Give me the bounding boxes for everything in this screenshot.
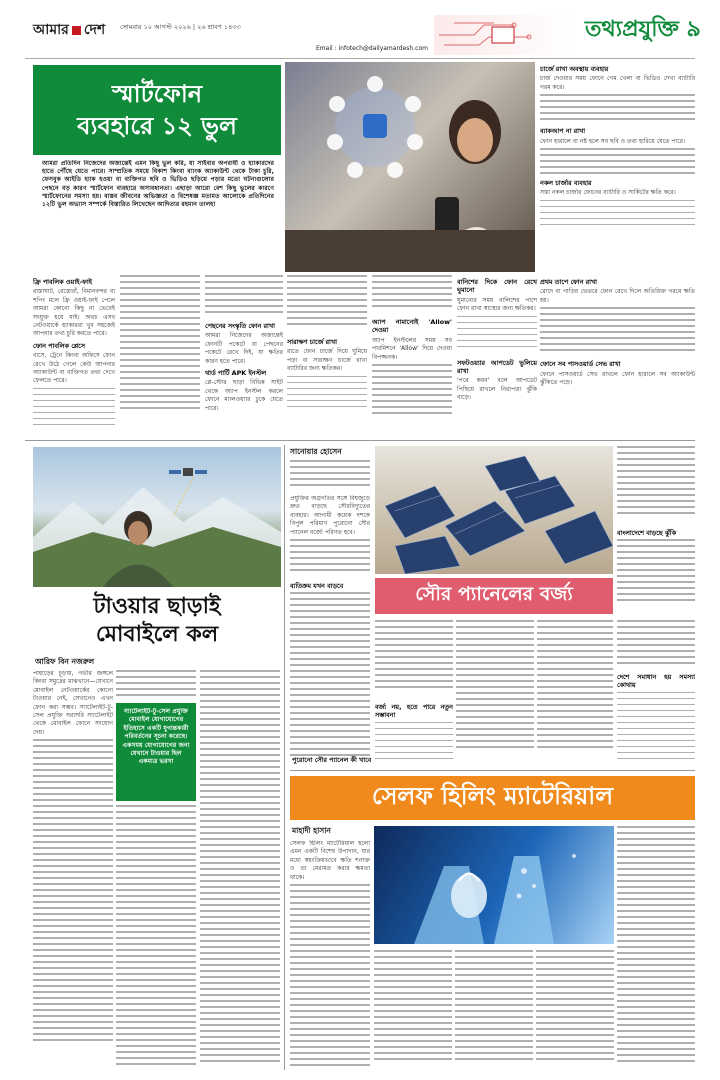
smartphone-col2: [205, 275, 283, 435]
tower-body: পাহাড়ের চূড়ায়, গভীর জঙ্গলে কিংবা সমুদ্রের মাঝখানে—যেখানে মোবাইল নেটওয়ার্কের কোনো টাওয়ার নেই, সেখানেও এখন ফোন করা সম্ভব। স্যাটেলাইট-টু-সেল প্রযুক্তি সরাসরি স্যাটেলাইট থেকে মোবাইল ফোনে সংযোগ দেয়।: [33, 670, 113, 736]
col1-heading-1: ফ্রি পাবলিক ওয়াই-ফাই: [33, 278, 93, 286]
selfheal-col4: [536, 950, 614, 1070]
selfheal-title: সেলফ হিলিং ম্যাটেরিয়াল: [371, 782, 614, 810]
solar-sub4: দেশে সমাধান হয় সমস্যা কোথায়: [617, 673, 695, 690]
selfheal-byline: মাহাদী হাসান: [292, 826, 331, 835]
solar-col1-top: [290, 460, 370, 492]
col2-heading-2: থার্ড পার্টি APK ইনস্টল: [205, 369, 267, 378]
section-divider-1: [25, 440, 695, 441]
solar-panel-waste-illustration: [375, 446, 613, 574]
col5-heading-5: ফোনে সব পাসওয়ার্ড সেভ রাখা: [540, 360, 621, 369]
solar-col3: [456, 620, 534, 765]
selfheal-title-band: [290, 776, 695, 820]
section-title: তথ্যপ্রযুক্তি ৯: [585, 17, 701, 42]
tower-col3: [200, 670, 280, 1070]
solar-sub3: বাংলাদেশে বাড়ছে ঝুঁকি: [617, 529, 677, 537]
solar-right-col-lower: [617, 620, 695, 765]
smartphone-title-box: [33, 65, 281, 155]
smartphone-col5-text: [540, 62, 695, 267]
col2-para-2: প্লে-স্টোর ছাড়া বিভিন্ন সাইট থেকে অ্যাপ ইনস্টল করলে ফোনে ম্যালওয়্যার ঢুকে যেতে পারে।: [205, 379, 283, 412]
logo-mark-icon: [72, 26, 81, 35]
tower-col1: [33, 670, 113, 1070]
col5-heading-3: নকল চার্জার ব্যবহার: [540, 179, 592, 188]
solar-col2: [375, 620, 453, 765]
smartphone-col5b: [540, 275, 695, 435]
col5-heading-4: প্রথম তাপে ফোন রাখা: [540, 278, 598, 286]
solar-photo: [375, 446, 613, 574]
vertical-divider: [284, 445, 285, 1070]
woman-with-phone-illustration: [285, 62, 535, 272]
selfheal-col2: [374, 950, 452, 1070]
smartphone-title-line2: ব্যবহারে ১২ ভুল: [77, 112, 237, 140]
solar-sub1: ব্যতিক্রম যখন বাড়বে: [290, 582, 344, 591]
solar-sub2: পুরোনো সৌর প্যানেল কী খাবে: [292, 756, 372, 764]
col2-heading-1: পেছনের সংস্কৃতি ফোন রাখা: [205, 322, 275, 330]
selfheal-col3: [455, 950, 533, 1070]
selfheal-body: সেলফ হিলিং ম্যাটেরিয়াল হলো এমন একটি বিশেষ উপাদান, যার মধ্যে স্বয়ংক্রিয়ভাবে ক্ষতি শনাক্ত ও তা মেরামত করার ক্ষমতা থাকে।: [290, 840, 370, 881]
selfheal-right-col: [617, 826, 695, 1070]
date-line: সোমবার ১০ আগস্ট ২০২৬ | ২৬ শ্রাবণ ১৪৩৩: [120, 23, 241, 31]
tower-pullquote-box: [116, 703, 196, 801]
col4-heading-2: বানিশের দিকে ফোন রেখে ঘুমানো: [457, 278, 537, 295]
masthead-banner: [434, 15, 574, 55]
solar-body: প্রযুক্তির অগ্রগতির সঙ্গে বিশ্বজুড়ে দ্রুত বাড়ছে সৌরবিদ্যুতের ব্যবহার। আগামী কয়েক দশকে বিপুল পরিমাণ পুরোনো সৌর প্যানেল বর্জ্যে পরিণত হবে।: [290, 495, 370, 536]
solar-title: সৌর প্যানেলের বর্জ্য: [415, 583, 573, 605]
paper-name-left: আমার: [33, 22, 69, 38]
col5-heading-1: চার্জে রাখা অবস্থায় ব্যবহার: [540, 65, 609, 73]
selfheal-photo: [374, 826, 614, 944]
smartphone-col4b: [457, 275, 537, 435]
masthead: [0, 0, 720, 50]
solar-col4: [537, 620, 613, 765]
col5-para-4: রোদে বা গাড়ির ভেতরে ফোন রেখে দিলে অতিরিক্ত গরমে ক্ষতি হয়।: [540, 288, 695, 304]
col5-para-3: সস্তা নকল চার্জার ফোনের ব্যাটারি ও সার্কিটের ক্ষতি করে।: [540, 189, 676, 197]
lab-gloves-flask-illustration: [374, 826, 614, 944]
smartphone-photo: [285, 62, 535, 272]
tower-pullquote: স্যাটেলাইট-টু-সেল প্রযুক্তি মোবাইল যোগাযোগের ইতিহাসে একটি যুগান্তকারী পরিবর্তনের সূচনা করেছে। একসময় যোগাযোগের জন্য যেখানে টাওয়ার ছিল একমাত্র ভরসা: [122, 708, 190, 766]
smartphone-photo-right-col: [540, 62, 695, 267]
tower-byline: আরিফ বিন নজরুল: [35, 657, 95, 666]
col1-para-2: বাসে, ট্রেনে কিংবা অফিসে ফোন রেখে উঠে গেলে কেউ আপনার অ্যাকাউন্ট বা ব্যক্তিগত তথ্য দেখে ফেলতে পারে।: [33, 352, 115, 385]
selfheal-col1: [290, 840, 370, 1070]
col5-para-2: ফোন হারালে বা নষ্ট হলে সব ছবি ও তথ্য হারিয়ে যেতে পারে।: [540, 137, 686, 145]
smartphone-col1b: [120, 275, 200, 435]
paper-logo: [33, 18, 105, 42]
col5-heading-2: ব্যাকআপ না রাখা: [540, 127, 586, 136]
col2-para-1: আমরা নিজেদের অজান্তেই ফোনটি পকেটে বা পেছনের পকেটে রেখে দিই, যা ক্ষতির কারণ হতে পারে।: [205, 332, 283, 365]
smartphone-intro: আমরা প্রতিদিন নিজেদের অজান্তেই এমন কিছু ভুল করি, যা সাইবার অপরাধী ও হ্যাকারদের হাতে পৌঁছে যেতে পারে। সাম্প্রতিক সময়ে বিকাশ কিংবা ব্যাংক অ্যাকাউন্ট থেকে টাকা চুরি, ফেসবুক আইডি হ্যাক হওয়া বা ব্যক্তিগত ছবি ও ভিডিও ছড়িয়ে পড়ার মতো ঘটনাগুলোর পেছনে বড় কারণ স্মার্টফোন ব্যবহারে অসাবধানতা। এছাড়া আরো বেশ কিছু ভুলের কারণে স্মার্টফোনের সমস্যা হয়। বাস্তব জীবনের অভিজ্ঞতা ও বিশেষজ্ঞ মতামত আলোকে প্রতিদিনের ১২টি ভুল অভ্যাস সম্পর্কে বিস্তারিত লিখেছেন আদিত্যর রহমান তালহা: [42, 160, 274, 209]
smartphone-col4a: [372, 275, 452, 435]
tower-title-line2: মোবাইলে কল: [95, 622, 219, 647]
solar-byline: সানোয়ার হোসেন: [290, 447, 342, 456]
paper-name-right: দেশ: [83, 22, 106, 38]
col1-heading-2: ফোন পাবলিক প্লেসে: [33, 341, 85, 350]
solar-right-col: [617, 446, 695, 614]
smartphone-col1: [33, 275, 115, 435]
tower-col2-bottom: [116, 805, 196, 1070]
circuit-icon: [434, 15, 574, 55]
tower-title-line1: টাওয়ার ছাড়াই: [93, 594, 221, 619]
section-divider-2: [290, 770, 695, 771]
col3-heading-1: সারাক্ষণ চার্জে রাখা: [287, 338, 337, 346]
tower-col2-top: [116, 670, 196, 700]
tower-photo: [33, 447, 281, 587]
mountain-man-satellite-illustration: [33, 447, 281, 587]
col4-para-3: 'পরে করব' বলে আপডেট পিছিয়ে রাখলে নিরাপত্তা ঝুঁকি বাড়ে।: [457, 377, 537, 402]
solar-sub5: বর্জ্য নয়, হতে পারে নতুন সম্ভাবনা: [375, 703, 453, 720]
masthead-rule: [25, 58, 695, 59]
tower-title-box: [33, 590, 281, 652]
col4-para-2: ঘুমানোর সময় বালিশের পাশে ফোন রাখা স্বাস্থ্যের জন্য ক্ষতিকর।: [457, 296, 537, 313]
smartphone-col3: [287, 275, 367, 435]
col5-para-1: চার্জ দেওয়ার সময় ফোনে গেম খেলা বা ভিডিও দেখা ব্যাটারি গরম করে।: [540, 75, 695, 91]
solar-title-band: [375, 578, 613, 614]
col4-heading-1: অ্যাপ নামানোই 'Allow' দেওয়া: [372, 318, 452, 335]
col5-para-5: ফোনে পাসওয়ার্ড সেভ রাখলে ফোন হারালে সব অ্যাকাউন্ট ঝুঁকিতে পড়ে।: [540, 370, 695, 387]
col4-para-1: অ্যাপ ইনস্টলের সময় সব পারমিশনে 'Allow' দিয়ে দেওয়া বিপজ্জনক।: [372, 336, 452, 361]
col1-para-1: রাস্তাঘাট, রেস্তোরাঁ, বিমানবন্দর বা শপিং মলে ফ্রি ওয়াই-ফাই পেলে আমরা কোনো কিছু না ভেবেই সংযুক্ত হয়ে যাই। অথচ এসব নেটওয়ার্কে হ্যাকাররা খুব সহজেই আপনার তথ্য চুরি করতে পারে।: [33, 288, 115, 338]
col4-heading-3: সফটওয়্যার আপডেট ভুলিয়ে রাখা: [457, 358, 537, 376]
solar-col1: [290, 495, 370, 765]
col3-para-1: রাতে ফোন চার্জে দিয়ে ঘুমিয়ে পড়া বা সারাক্ষণ চার্জে রাখা ব্যাটারির জন্য ক্ষতিকর।: [287, 348, 367, 373]
smartphone-title-line1: স্মার্টফোন: [111, 80, 203, 108]
email-line: Email : infotech@dailyamardesh.com: [316, 45, 428, 52]
